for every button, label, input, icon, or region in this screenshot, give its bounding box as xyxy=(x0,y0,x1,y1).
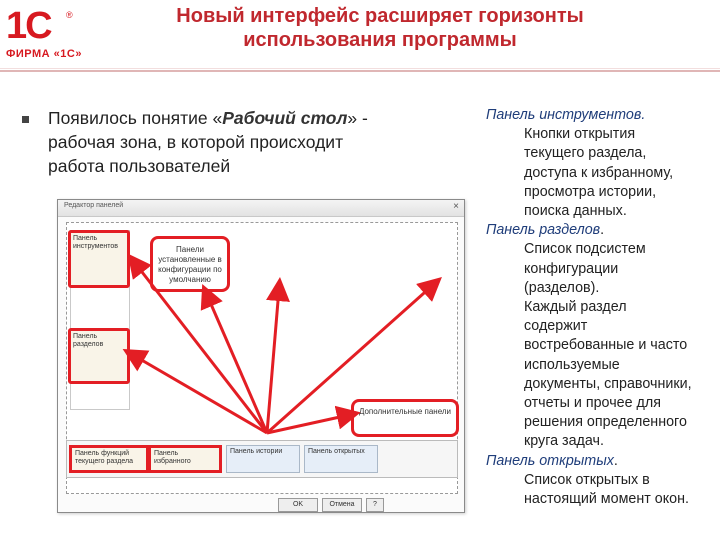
sections-desc-line-4: Каждый раздел xyxy=(524,299,627,316)
panel-sections-box[interactable]: Панель разделов xyxy=(68,328,130,384)
callout-default-panels: Панели установленные в конфигурации по умолчанию xyxy=(150,236,230,292)
heading-sections-dot: . xyxy=(600,222,605,239)
heading-open-panel xyxy=(486,452,720,471)
bullet-line-1 xyxy=(48,106,478,130)
slide-title xyxy=(100,4,660,52)
bullet-paragraph xyxy=(48,106,478,178)
title-line-1: Новый интерфейс расширяет горизонты xyxy=(176,5,584,27)
close-icon[interactable]: × xyxy=(453,201,459,212)
logo-mark: 1С xyxy=(6,5,51,47)
heading-tools-panel xyxy=(486,106,720,125)
sections-desc-line-10: решения определенного xyxy=(524,414,687,431)
logo-registered: ® xyxy=(66,10,73,20)
tools-desc-line-2: текущего раздела, xyxy=(524,145,647,162)
heading-sections-text: Панель разделов xyxy=(486,222,601,239)
tools-desc-line-1: Кнопки открытия xyxy=(524,126,636,143)
bullet-text-before: Появилось понятие « xyxy=(48,108,223,128)
heading-open-text: Панель открытых xyxy=(486,452,614,469)
bullet-square-icon xyxy=(22,116,29,123)
bullet-line-3: работа пользователей xyxy=(48,156,231,176)
screenshot-title: Редактор панелей xyxy=(64,202,124,209)
cancel-button[interactable]: Отмена xyxy=(322,498,362,512)
heading-tools-dot: . xyxy=(641,107,646,123)
bullet-text-after: » - xyxy=(347,108,368,128)
heading-open-dot: . xyxy=(613,452,618,469)
panel-editor-screenshot xyxy=(57,199,465,513)
screenshot-titlebar xyxy=(58,200,464,217)
sections-desc-line-2: конфигурации xyxy=(524,260,619,277)
sections-desc-line-8: документы, справочники, xyxy=(524,375,692,392)
tab-current-section-functions[interactable]: Панель функций текущего раздела xyxy=(69,445,149,473)
sections-desc-line-6: востребованные и часто xyxy=(524,337,688,354)
tools-desc-line-3: доступа к избранному, xyxy=(524,164,674,181)
sections-desc-line-1: Список подсистем xyxy=(524,241,646,258)
bullet-emphasis: Рабочий стол xyxy=(222,108,348,128)
title-line-2: использования программы xyxy=(243,29,517,51)
bullet-line-2: рабочая зона, в которой происходит xyxy=(48,132,344,152)
header-divider-light xyxy=(0,68,720,69)
sections-desc-line-11: круга задач. xyxy=(524,433,604,450)
tab-open-windows[interactable]: Панель открытых xyxy=(304,445,378,473)
heading-sections-panel xyxy=(486,221,720,240)
header-divider xyxy=(0,70,720,72)
logo-firm-name: ФИРМА «1С» xyxy=(6,48,82,60)
open-desc-line-2: настоящий момент окон. xyxy=(524,491,689,508)
tab-favorites[interactable]: Панель избранного xyxy=(148,445,222,473)
company-logo xyxy=(4,6,84,68)
open-desc-line-1: Список открытых в xyxy=(524,471,650,488)
sections-desc-line-9: отчеты и прочее для xyxy=(524,395,661,412)
panel-descriptions xyxy=(486,106,720,509)
help-button[interactable]: ? xyxy=(366,498,384,512)
callout-additional-panels: Дополнительные панели xyxy=(351,399,459,437)
tab-history[interactable]: Панель истории xyxy=(226,445,300,473)
sections-desc-line-3: (разделов). xyxy=(524,279,600,296)
sections-desc-line-7: используемые xyxy=(524,356,620,373)
ok-button[interactable]: OK xyxy=(278,498,318,512)
tools-desc-line-5: поиска данных. xyxy=(524,203,627,220)
sections-desc-line-5: содержит xyxy=(524,318,588,335)
heading-tools-text: Панель инструментов xyxy=(486,107,642,123)
tools-desc-line-4: просмотра истории, xyxy=(524,183,657,200)
panel-tools-box[interactable]: Панель инструментов xyxy=(68,230,130,288)
